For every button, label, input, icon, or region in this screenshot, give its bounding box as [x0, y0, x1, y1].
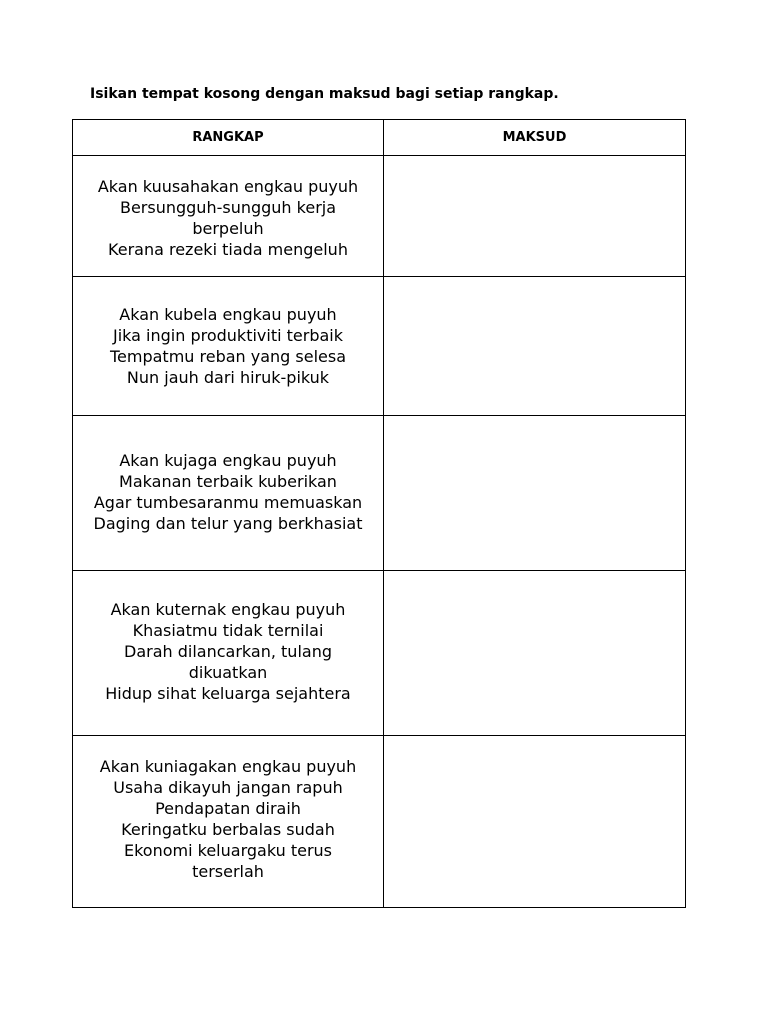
instruction-text: Isikan tempat kosong dengan maksud bagi setiap rangkap.: [90, 86, 559, 102]
rangkap-cell-1: [73, 156, 384, 277]
maksud-cell-4[interactable]: [384, 571, 686, 736]
table-row: [73, 277, 686, 416]
table-header-row: [73, 120, 686, 156]
stanza-line: berpeluh: [192, 219, 264, 238]
worksheet-table: [72, 119, 686, 908]
stanza-line: Pendapatan diraih: [155, 799, 301, 818]
rangkap-cell-2: [73, 277, 384, 416]
header-rangkap: RANGKAP: [73, 120, 384, 156]
stanza-line: Akan kubela engkau puyuh: [119, 305, 337, 324]
stanza-line: Khasiatmu tidak ternilai: [132, 621, 324, 640]
stanza-line: Kerana rezeki tiada mengeluh: [108, 240, 348, 259]
rangkap-cell-3: [73, 416, 384, 571]
stanza-line: Bersungguh-sungguh kerja: [119, 198, 337, 217]
maksud-cell-5[interactable]: [384, 736, 686, 908]
stanza-line: Darah dilancarkan, tulang: [124, 642, 332, 661]
rangkap-cell-5: [73, 736, 384, 908]
stanza-line: terserlah: [192, 862, 264, 881]
maksud-cell-2[interactable]: [384, 277, 686, 416]
stanza-line: Ekonomi keluargaku terus: [124, 841, 332, 860]
table-row: [73, 156, 686, 277]
table-row: [73, 416, 686, 571]
stanza-line: Makanan terbaik kuberikan: [119, 472, 337, 491]
maksud-cell-1[interactable]: [384, 156, 686, 277]
stanza-line: Hidup sihat keluarga sejahtera: [105, 684, 351, 703]
stanza-line: Agar tumbesaranmu memuaskan: [93, 493, 363, 512]
table-row: [73, 571, 686, 736]
stanza-line: Tempatmu reban yang selesa: [109, 347, 347, 366]
maksud-cell-3[interactable]: [384, 416, 686, 571]
stanza-line: Keringatku berbalas sudah: [121, 820, 335, 839]
stanza-line: Usaha dikayuh jangan rapuh: [113, 778, 343, 797]
header-maksud: MAKSUD: [384, 120, 686, 156]
stanza-line: Akan kuternak engkau puyuh: [110, 600, 346, 619]
table-row: [73, 736, 686, 908]
stanza-line: Daging dan telur yang berkhasiat: [93, 514, 363, 533]
stanza-line: Akan kujaga engkau puyuh: [119, 451, 337, 470]
stanza-line: Akan kuniagakan engkau puyuh: [99, 757, 357, 776]
stanza-line: Nun jauh dari hiruk-pikuk: [126, 368, 330, 387]
rangkap-cell-4: [73, 571, 384, 736]
stanza-line: Jika ingin produktiviti terbaik: [113, 326, 343, 345]
stanza-line: Akan kuusahakan engkau puyuh: [97, 177, 359, 196]
stanza-line: dikuatkan: [188, 663, 268, 682]
